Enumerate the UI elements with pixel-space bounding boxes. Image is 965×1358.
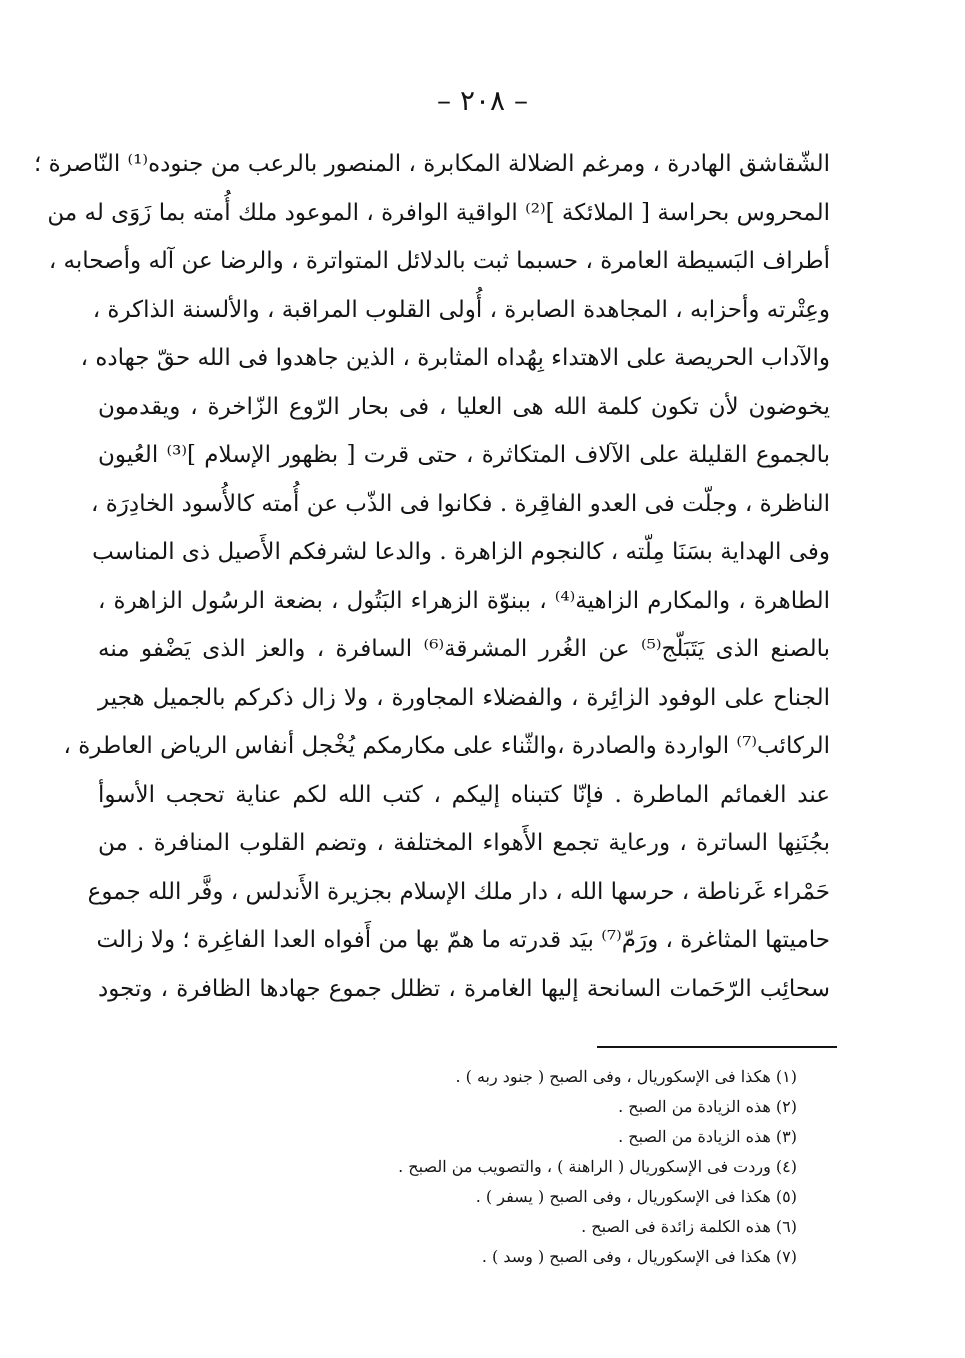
text-line: عند الغمائم الماطرة . فإنّا كتبناه إليكم ، كتب الله لكم عناية تحجب الأسوأ	[98, 781, 830, 808]
footnote: (٢) هذه الزيادة من الصبح .	[618, 1097, 797, 1116]
text-line: الشّقاشق الهادرة ، ومرغم الضلالة المكابرة ، المنصور بالرعب من جنوده⁽¹⁾ النّاصرة ؛	[33, 151, 830, 177]
text-line: الركائب⁽⁷⁾ الواردة والصادرة ،والثّناء على مكارمكم يُخْجل أنفاس الرياض العاطرة ،	[63, 733, 830, 759]
text-line: بجُنَنِها الساترة ، ورعاية تجمع الأَهواء المختلفة ، وتضم القلوب المنافرة . من	[98, 830, 830, 856]
text-line: الطاهرة ، والمكارم الزاهية⁽⁴⁾ ، ببنوّة الزهراء البَتُول ، بضعة الرسُول الزاهرة ،	[98, 587, 830, 614]
footnote: (٥) هكذا فى الإسكوريال ، وفى الصبح ( يسفر ) .	[475, 1187, 797, 1206]
text-line: سحائِب الرّحَمات السانحة إليها الغامرة ، تظلل جموع جهادها الظافرة ، وتجود	[98, 975, 830, 1002]
text-line: أطراف البَسيطة العامرة ، حسبما ثبت بالدلائل المتواترة ، والرضا عن آله وأصحابه ،	[48, 248, 830, 274]
text-line: يخوضون لأن تكون كلمة الله هى العليا ، فى بحار الرّوع الزّاخرة ، ويقدمون	[98, 393, 830, 420]
text-line: بالصنع الذى يَتَبَلّج⁽⁵⁾ عن الغُرر المشرقة⁽⁶⁾ السافرة ، والعز الذى يَضْفو منه	[98, 636, 830, 662]
text-line: وعِتْرته وأحزابه ، المجاهدة الصابرة ، أُولى القلوب المراقبة ، والألسنة الذاكرة ،	[92, 296, 830, 323]
main-text	[33, 140, 831, 1013]
text-line: وفى الهداية بسَنَا مِلّته ، كالنجوم الزاهرة . والدعا لشرفكم الأَصيل ذى المناسب	[92, 539, 830, 565]
text-line: بالجموع القليلة على الآلاف المتكاثرة ، حتى قرت [ بظهور الإسلام ]⁽³⁾ العُيون	[98, 442, 831, 468]
footnote: (٤) وردت فى الإسكوريال ( الراهنة ) ، والتصويب من الصبح .	[398, 1157, 797, 1176]
text-line: حَمْراء غَرناطة ، حرسها الله ، دار ملك الإسلام بجزيرة الأَندلس ، وفَّر الله جموع	[87, 878, 830, 905]
footnotes	[237, 1062, 797, 1272]
footnote: (٣) هذه الزيادة من الصبح .	[618, 1127, 797, 1146]
text-line: الناظرة ، وجلّت فى العدو الفاقِرة . فكانوا فى الذّب عن أُمته كالأُسود الخادِرَة ،	[90, 490, 830, 517]
footnote-divider	[597, 1046, 837, 1048]
footnote: (٦) هذه الكلمة زائدة فى الصبح .	[581, 1217, 797, 1236]
page-number: – ٢٠٨ –	[437, 84, 528, 117]
footnote: (٧) هكذا فى الإسكوريال ، وفى الصبح ( وسد ) .	[481, 1247, 797, 1266]
text-line: الجناح على الوفود الزائِرة ، والفضلاء المجاورة ، ولا زال ذكركم بالجميل هجير	[98, 684, 830, 711]
text-line: حاميتها المثاغرة ، ورَمّ⁽⁷⁾ بيَد قدرته ما همّ بها من أَفواه العدا الفاغِرة ؛ ولا زالت	[96, 927, 830, 953]
text-line: المحروس بحراسة [ الملائكة ]⁽²⁾ الواقية الوافرة ، الموعود ملك أُمته بما زَوَى له من	[47, 199, 830, 226]
footnote: (١) هكذا فى الإسكوريال ، وفى الصبح ( جنود ربه ) .	[455, 1067, 797, 1086]
text-line: والآداب الحريصة على الاهتداء بِهُداه المثابرة ، الذين جاهدوا فى الله حقّ جهاده ،	[80, 345, 830, 371]
